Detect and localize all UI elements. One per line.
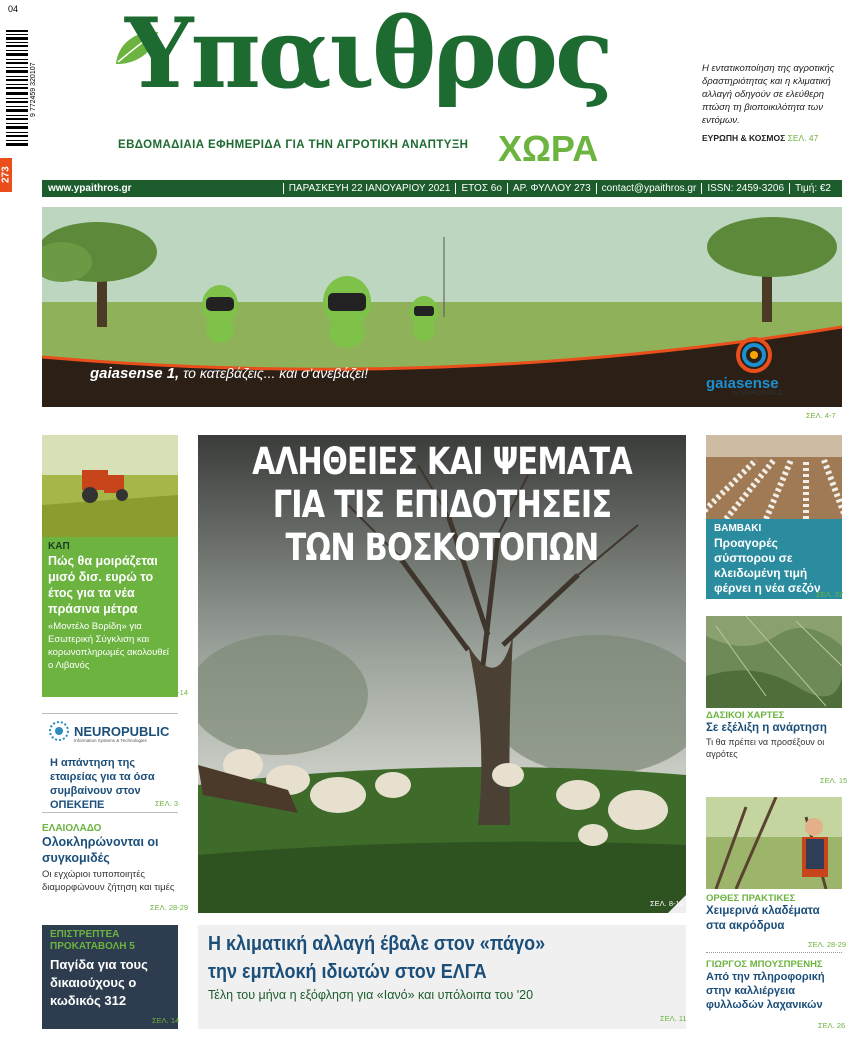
dasikoi-page: ΣΕΛ. 15 [820, 776, 848, 785]
top-teaser-page: ΣΕΛ. 47 [787, 133, 819, 143]
mpousgrenis-headline[interactable]: Από την πληροφορική στην καλλιέργεια φυλλωδών λαχανικών [706, 971, 825, 1011]
gaiasense-brand: gaiasense [706, 375, 779, 392]
masthead-subtitle: ΕΒΔΟΜΑΔΙΑΙΑ ΕΦΗΜΕΡΙΔΑ ΓΙΑ ΤΗΝ ΑΓΡΟΤΙΚΗ ΑΝΑΠΤΥΞΗ [118, 139, 469, 151]
climate-headline-line-1: Η κλιματική αλλαγή έβαλε στον «πάγο» [208, 933, 546, 955]
neuropublic-logo-sub: Information Systems & Technologies [74, 738, 147, 743]
logo-xora: ΧΩΡΑ [498, 128, 599, 169]
climate-page: ΣΕΛ. 11 [660, 1014, 687, 1023]
divider [706, 952, 842, 953]
banner-slogan [90, 365, 368, 382]
issue-date: ΠΑΡΑΣΚΕΥΗ 22 ΙΑΝΟΥΑΡΙΟΥ 2021 [283, 183, 456, 194]
top-teaser-text[interactable]: Η εντατικοποίηση της αγροτικής δραστηριότητας και η κλιματική αλλαγή οδηγούν σε ελεύθερη πτώση τη βιοποικιλότητα των εντόμων. [702, 63, 835, 126]
elaiolado-desc: Οι εγχώριοι τυποποιητές διαμορφώνουν ζήτηση και τιμές [42, 869, 175, 893]
vamvaki-page: ΣΕΛ. 37 [816, 590, 844, 599]
mpousgrenis-page: ΣΕΛ. 26 [818, 1021, 846, 1030]
dasikoi-desc: Τι θα πρέπει να προσέξουν οι αγρότες [706, 737, 825, 759]
issue-tab: 273 [0, 158, 12, 192]
epistrofi-page: ΣΕΛ. 14 [152, 1016, 180, 1025]
vamvaki-article[interactable] [706, 519, 842, 599]
main-headline-line-3: ΤΩΝ ΒΟΣΚΟΤΟΠΩΝ [285, 526, 599, 569]
vamvaki-headline[interactable]: Προαγορές σύσπορου σε κλειδωμένη τιμή φέρνει η νέα σεζόν [714, 536, 821, 595]
climate-headline-line-2: την εμπλοκή ιδιωτών στον ΕΛΓΑ [208, 961, 487, 983]
dasikoi-article[interactable] [706, 710, 842, 760]
mpousgrenis-tag: ΓΙΩΡΓΟΣ ΜΠΟΥΣΠΡΕΝΗΣ [706, 959, 823, 970]
issue-number-small: 04 [8, 4, 19, 14]
gaiasense-logo-icon [738, 339, 770, 371]
banner-slogan-bold: gaiasense 1, [90, 365, 180, 382]
main-headline-line-2: ΓΙΑ ΤΙΣ ΕΠΙΔΟΤΗΣΕΙΣ [272, 483, 612, 526]
elaiolado-page: ΣΕΛ. 28-29 [150, 903, 188, 912]
orthes-headline[interactable]: Χειμερινά κλαδέματα στα ακρόδρυα [706, 905, 820, 932]
dasikoi-tag: ΔΑΣΙΚΟΙ ΧΑΡΤΕΣ [706, 710, 785, 721]
kap-photo[interactable] [42, 435, 178, 537]
epistrofi-headline[interactable]: Παγίδα για τους δικαιούχους ο κωδικός 312 [50, 957, 148, 1008]
kap-headline[interactable]: Πώς θα μοιράζεται μισό δισ. ευρώ το έτος για τα νέα πράσινα μέτρα [48, 554, 158, 616]
website-link[interactable]: www.ypaithros.gr [48, 183, 132, 194]
barcode-number: 9 772459 320107 [30, 62, 37, 118]
elaiolado-tag: ΕΛΑΙΟΛΑΔΟ [42, 823, 102, 834]
issue-year: ΕΤΟΣ 6ο [455, 183, 506, 194]
orthes-page: ΣΕΛ. 28-29 [808, 940, 846, 949]
vamvaki-tag: ΒΑΜΒΑΚΙ [714, 523, 762, 534]
neuropublic-page: ΣΕΛ. 3 [155, 799, 178, 808]
main-page: ΣΕΛ. 8-10 [650, 899, 684, 908]
kap-desc: «Μοντέλο Βορίδη» για Εσωτερική Σύγκλιση και κορωνοπληρωμές ακολουθεί ο Λιβανός [48, 621, 169, 671]
top-teaser-section-label: ΕΥΡΩΠΗ & ΚΟΣΜΟΣ [702, 133, 786, 143]
kap-tag: ΚΑΠ [48, 541, 70, 552]
elaiolado-article[interactable] [42, 823, 178, 894]
neuropublic-headline[interactable]: Η απάντηση της εταιρείας για τα όσα συμβαίνουν στον ΟΠΕΚΕΠΕ [50, 757, 155, 811]
elaiolado-headline[interactable]: Ολοκληρώνονται οι συγκομιδές [42, 835, 159, 865]
issn: ISSN: 2459-3206 [701, 183, 789, 194]
neuropublic-logo-text: NEUROPUBLIC [74, 723, 170, 739]
contact-email[interactable]: contact@ypaithros.gr [596, 183, 702, 194]
info-bar [42, 180, 842, 197]
dasikoi-map-photo[interactable] [706, 616, 842, 708]
orthes-photo[interactable] [706, 797, 842, 889]
issue-sheet-number: ΑΡ. ΦΥΛΛΟΥ 273 [507, 183, 596, 194]
epistrofi-tag: ΕΠΙΣΤΡΕΠΤΕΑ ΠΡΟΚΑΤΑΒΟΛΗ 5 [50, 929, 135, 952]
orthes-article[interactable] [706, 893, 842, 934]
vamvaki-photo[interactable] [706, 435, 842, 519]
main-headline[interactable] [242, 440, 642, 569]
mpousgrenis-article[interactable] [706, 959, 842, 1012]
climate-headline[interactable] [208, 930, 667, 986]
climate-article[interactable] [198, 925, 686, 1029]
kap-article[interactable] [42, 537, 178, 697]
orthes-tag: ΟΡΘΕΣ ΠΡΑΚΤΙΚΕΣ [706, 893, 796, 904]
price: Τιμή: €2 [789, 183, 836, 194]
main-headline-line-1: ΑΛΗΘΕΙΕΣ ΚΑΙ ΨΕΜΑΤΑ [252, 440, 632, 483]
neuropublic-logo-icon [48, 720, 70, 742]
kap-page: ΣΕΛ. 12-14 [150, 688, 188, 697]
climate-desc: Τέλη του μήνα η εξόφληση για «Ιανό» και υπόλοιπα του '20 [208, 988, 534, 1002]
dasikoi-headline[interactable]: Σε εξέλιξη η ανάρτηση [706, 722, 827, 734]
gaiasense-by: by NEUROPUBLIC [732, 391, 784, 397]
neuropublic-article[interactable] [42, 713, 178, 813]
banner-page: ΣΕΛ. 4-7 [806, 411, 836, 420]
banner-slogan-rest: το κατεβάζεις... και σ'ανεβάζει! [179, 365, 369, 381]
top-teaser-section [702, 133, 818, 143]
barcode [4, 28, 30, 148]
logo-ypaithros[interactable]: Υπαιθρος [125, 0, 611, 110]
epistrofi-article[interactable] [42, 925, 178, 1029]
